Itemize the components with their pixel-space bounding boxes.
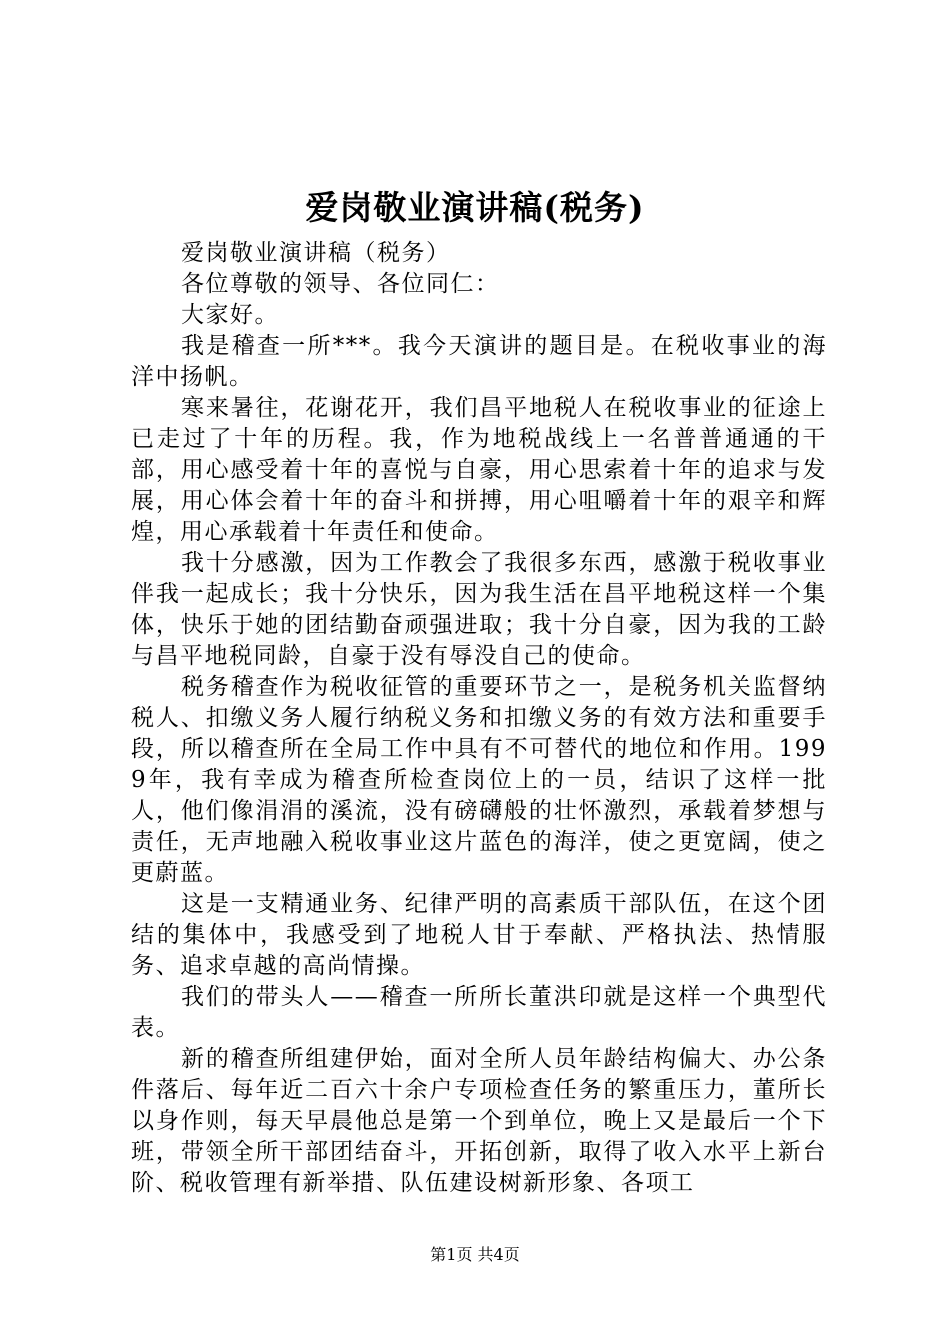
paragraph: 我是稽查一所***。我今天演讲的题目是。在税收事业的海洋中扬帆。 [131, 333, 827, 390]
document-title: 爱岗敬业演讲稿(税务) [305, 188, 645, 227]
paragraph: 税务稽查作为税收征管的重要环节之一，是税务机关监督纳税人、扣缴义务人履行纳税义务和扣缴义务的有效方法和重要手段，所以稽查所在全局工作中具有不可替代的地位和作用。1999年，我有幸成为稽查所检查岗位上的一员，结识了这样一批人，他们像涓涓的溪流，没有磅礴般的壮怀激烈，承载着梦想与责任，无声地融入税收事业这片蓝色的海洋，使之更宽阔，使之更蔚蓝。 [131, 674, 827, 886]
paragraph: 这是一支精通业务、纪律严明的高素质干部队伍，在这个团结的集体中，我感受到了地税人甘于奉献、严格执法、热情服务、追求卓越的高尚情操。 [131, 891, 827, 979]
paragraph: 寒来暑往，花谢花开，我们昌平地税人在税收事业的征途上已走过了十年的历程。我，作为地税战线上一名普普通通的干部，用心感受着十年的喜悦与自豪，用心思索着十年的追求与发展，用心体会着十年的奋斗和拼搏，用心咀嚼着十年的艰辛和辉煌，用心承载着十年责任和使命。 [131, 395, 827, 545]
document-body [131, 238, 827, 1199]
page-footer: 第1页 共4页 [430, 1245, 520, 1264]
paragraph: 爱岗敬业演讲稿（税务） [181, 240, 451, 266]
paragraph: 新的稽查所组建伊始，面对全所人员年龄结构偏大、办公条件落后、每年近二百六十余户专项检查任务的繁重压力，董所长以身作则，每天早晨他总是第一个到单位，晚上又是最后一个下班，带领全所干部团结奋斗，开拓创新，取得了收入水平上新台阶、税收管理有新举措、队伍建设树新形象、各项工 [131, 1046, 827, 1196]
paragraph: 大家好。 [181, 302, 279, 328]
paragraph: 我十分感激，因为工作教会了我很多东西，感激于税收事业伴我一起成长；我十分快乐，因为我生活在昌平地税这样一个集体，快乐于她的团结勤奋顽强进取；我十分自豪，因为我的工龄与昌平地税同龄，自豪于没有辱没自己的使命。 [131, 550, 827, 669]
paragraph: 各位尊敬的领导、各位同仁： [181, 271, 500, 297]
paragraph: 我们的带头人——稽查一所所长董洪印就是这样一个典型代表。 [131, 984, 827, 1041]
